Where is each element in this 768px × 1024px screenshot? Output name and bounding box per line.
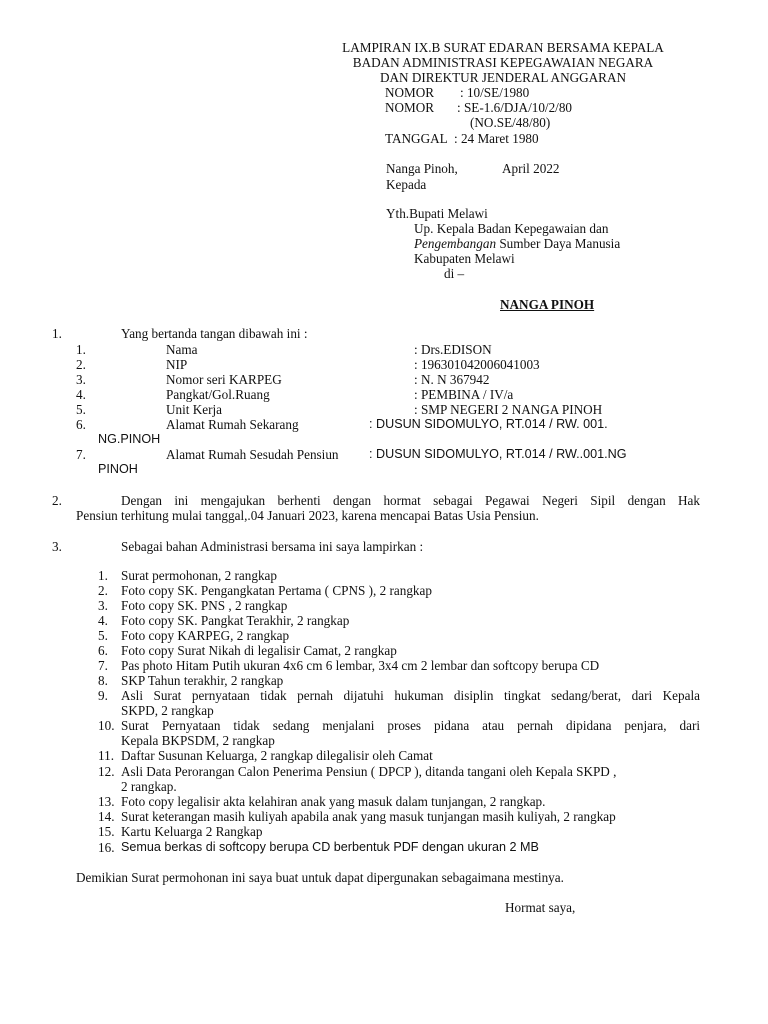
place: Nanga Pinoh, — [386, 161, 458, 176]
attachment-number: 1. — [98, 568, 108, 583]
header-line-3: DAN DIREKTUR JENDERAL ANGGARAN — [379, 70, 627, 85]
attachment-number: 15. — [98, 824, 115, 839]
attachment-number: 2. — [98, 583, 108, 598]
attachment-number: 8. — [98, 673, 108, 688]
attachment-item-cont: Kepala BKPSDM, 2 rangkap — [121, 733, 275, 748]
header-line-2: BADAN ADMINISTRASI KEPEGAWAIAN NEGARA — [352, 55, 654, 70]
field-value-nama: : Drs.EDISON — [414, 342, 492, 357]
attachment-item: Semua berkas di softcopy berupa CD berbentuk PDF dengan ukuran 2 MB — [121, 840, 539, 854]
attachment-item: Foto copy Surat Nikah di legalisir Camat, 2 rangkap — [121, 643, 397, 658]
attachment-item: Surat keterangan masih kuliyah apabila anak yang masuk tunjangan masih kuliyah, 2 rangkap — [121, 809, 616, 824]
nomor2-value: : SE-1.6/DJA/10/2/80 — [457, 100, 573, 115]
field-label-karpeg: Nomor seri KARPEG — [166, 372, 282, 387]
attachment-item: Kartu Keluarga 2 Rangkap — [121, 824, 263, 839]
section1-number: 1. — [52, 326, 62, 341]
kepada: Kepada — [386, 177, 427, 192]
closing-text: Demikian Surat permohonan ini saya buat untuk dapat dipergunakan sebagaimana mestinya. — [76, 870, 564, 885]
section1-intro: Yang bertanda tangan dibawah ini : — [121, 326, 308, 341]
field-value-unit-kerja: : SMP NEGERI 2 NANGA PINOH — [414, 402, 603, 417]
field-number: 6. — [76, 417, 86, 432]
attachment-item: Foto copy SK. Pengangkatan Pertama ( CPNS ), 2 rangkap — [121, 583, 432, 598]
attachment-number: 9. — [98, 688, 108, 703]
attachment-item: Asli Data Perorangan Calon Penerima Pensiun ( DPCP ), ditanda tangani oleh Kepala SKPD , — [121, 764, 617, 779]
header-line-1: LAMPIRAN IX.B SURAT EDARAN BERSAMA KEPALA — [342, 40, 664, 55]
tanggal-value: : 24 Maret 1980 — [454, 131, 539, 146]
attachment-item: Foto copy SK. PNS , 2 rangkap — [121, 598, 288, 613]
field-value-alamat-sekarang-cont: NG.PINOH — [98, 432, 161, 446]
field-label-alamat-pensiun: Alamat Rumah Sesudah Pensiun — [166, 447, 339, 462]
attachment-item: Foto copy KARPEG, 2 rangkap — [121, 628, 290, 643]
nomor1-label: NOMOR — [385, 85, 435, 100]
attachment-item: Pas photo Hitam Putih ukuran 4x6 cm 6 lembar, 3x4 cm 2 lembar dan softcopy berupa CD — [121, 658, 600, 673]
nomor2-sub: (NO.SE/48/80) — [470, 115, 551, 130]
field-value-nip: : 196301042006041003 — [414, 357, 540, 372]
field-label-nip: NIP — [166, 357, 188, 372]
attachment-number: 14. — [98, 809, 115, 824]
attachment-number: 6. — [98, 643, 108, 658]
attachment-number: 7. — [98, 658, 108, 673]
attachment-number: 5. — [98, 628, 108, 643]
field-label-unit-kerja: Unit Kerja — [166, 402, 223, 417]
attachment-number: 13. — [98, 794, 115, 809]
attachment-number: 10. — [98, 718, 115, 733]
section2-line-1: Dengan ini mengajukan berhenti dengan hormat sebagai Pegawai Negeri Sipil dengan Hak — [121, 493, 700, 508]
field-value-karpeg: : N. N 367942 — [414, 372, 490, 387]
attachment-item: Asli Surat pernyataan tidak pernah dijatuhi hukuman disiplin tingkat sedang/berat, dari Kepala — [121, 688, 700, 703]
recipient-line-3 — [414, 236, 620, 251]
recipient-line-5: di – — [444, 266, 465, 281]
recipient-line-3-italic: Pengembangan — [414, 236, 497, 251]
attachment-item: SKP Tahun terakhir, 2 rangkap — [121, 673, 284, 688]
field-value-alamat-pensiun-cont: PINOH — [98, 462, 138, 476]
field-number: 4. — [76, 387, 86, 402]
recipient-line-3-rest: Sumber Daya Manusia — [496, 236, 621, 251]
attachment-item: Surat permohonan, 2 rangkap — [121, 568, 278, 583]
attachment-number: 11. — [98, 748, 114, 763]
field-number: 3. — [76, 372, 86, 387]
attachment-number: 16. — [98, 840, 115, 855]
nomor2-label: NOMOR — [385, 100, 435, 115]
field-number: 2. — [76, 357, 86, 372]
recipient-line-4: Kabupaten Melawi — [414, 251, 515, 266]
closing-signoff: Hormat saya, — [505, 900, 576, 915]
field-value-alamat-sekarang: : DUSUN SIDOMULYO, RT.014 / RW. 001. — [369, 417, 608, 431]
attachment-item: Daftar Susunan Keluarga, 2 rangkap dilegalisir oleh Camat — [121, 748, 433, 763]
attachment-number: 4. — [98, 613, 108, 628]
field-label-pangkat: Pangkat/Gol.Ruang — [166, 387, 270, 402]
attachment-item: Foto copy SK. Pangkat Terakhir, 2 rangkap — [121, 613, 350, 628]
section2-number: 2. — [52, 493, 62, 508]
recipient-line-1: Yth.Bupati Melawi — [386, 206, 488, 221]
date: April 2022 — [502, 161, 560, 176]
field-number: 5. — [76, 402, 86, 417]
attachment-number: 12. — [98, 764, 115, 779]
field-label-alamat-sekarang: Alamat Rumah Sekarang — [166, 417, 299, 432]
field-number: 7. — [76, 447, 86, 462]
field-number: 1. — [76, 342, 86, 357]
section2-line-2: Pensiun terhitung mulai tanggal,.04 Januari 2023, karena mencapai Batas Usia Pensiun. — [76, 508, 539, 523]
section3-number: 3. — [52, 539, 62, 554]
recipient-line-2: Up. Kepala Badan Kepegawaian dan — [414, 221, 609, 236]
attachment-item-cont: 2 rangkap. — [121, 779, 177, 794]
field-value-pangkat: : PEMBINA / IV/a — [414, 387, 514, 402]
attachment-item: Surat Pernyataan tidak sedang menjalani proses pidana atau pernah dipidana penjara, dari — [121, 718, 700, 733]
section3-intro: Sebagai bahan Administrasi bersama ini saya lampirkan : — [121, 539, 424, 554]
attachment-number: 3. — [98, 598, 108, 613]
recipient-city: NANGA PINOH — [500, 297, 595, 312]
nomor1-value: : 10/SE/1980 — [460, 85, 530, 100]
field-value-alamat-pensiun: : DUSUN SIDOMULYO, RT.014 / RW..001.NG — [369, 447, 627, 461]
tanggal-label: TANGGAL — [385, 131, 448, 146]
attachment-item-cont: SKPD, 2 rangkap — [121, 703, 214, 718]
field-label-nama: Nama — [166, 342, 198, 357]
attachment-item: Foto copy legalisir akta kelahiran anak yang masuk dalam tunjangan, 2 rangkap. — [121, 794, 546, 809]
